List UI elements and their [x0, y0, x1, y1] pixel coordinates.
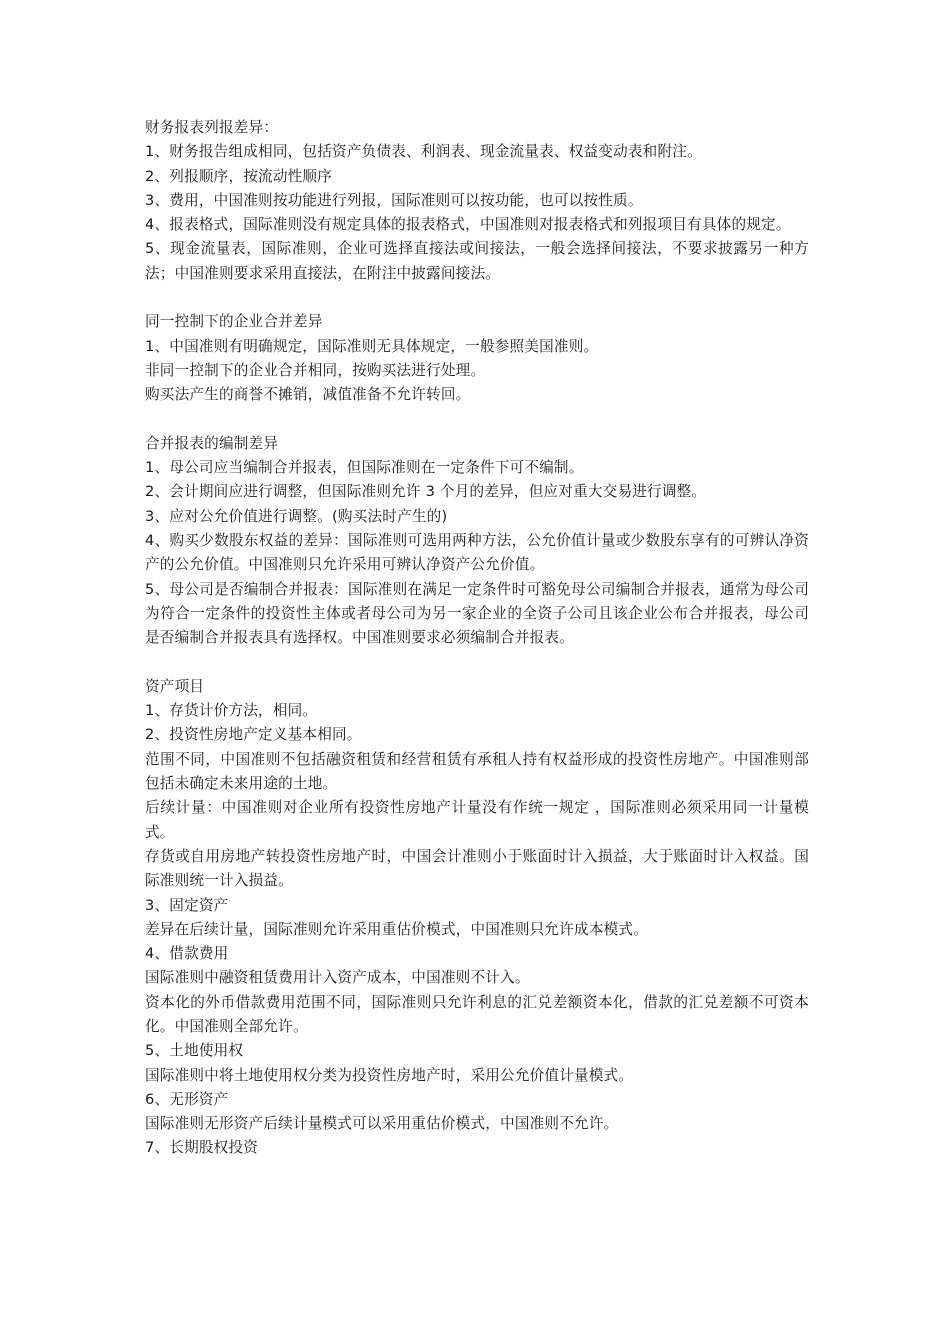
- section-consolidated-statements: [145, 432, 809, 651]
- paragraph: 范围不同，中国准则不包括融资租赁和经营租赁有承租人持有权益形成的投资性房地产。中国准则部包括未确定未来用途的土地。: [145, 750, 809, 793]
- paragraph: 3、应对公允价值进行调整。(购买法时产生的): [145, 507, 448, 525]
- paragraph: 5、土地使用权: [145, 1042, 244, 1060]
- paragraph: 非同一控制下的企业合并相同，按购买法进行处理。: [145, 361, 486, 379]
- paragraph: 5、母公司是否编制合并报表：国际准则在满足一定条件时可豁免母公司编制合并报表，通常为母公司为符合一定条件的投资性主体或者母公司为另一家企业的全资子公司且该企业公布合并报表，母公司是否编制合并报表具有选择权。中国准则要求必须编制合并报表。: [145, 580, 809, 647]
- paragraph: 后续计量：中国准则对企业所有投资性房地产计量没有作统一规定 ，国际准则必须采用同一计量模式。: [145, 799, 809, 841]
- section-heading: 合并报表的编制差异: [145, 434, 279, 452]
- paragraph: 资本化的外币借款费用范围不同，国际准则只允许利息的汇兑差额资本化，借款的汇兑差额不可资本化。中国准则全部允许。: [145, 993, 809, 1035]
- paragraph-gap: [145, 286, 809, 310]
- paragraph: 1、中国准则有明确规定，国际准则无具体规定，一般参照美国准则。: [145, 337, 599, 355]
- paragraph: 3、固定资产: [145, 896, 229, 914]
- paragraph: 存货或自用房地产转投资性房地产时，中国会计准则小于账面时计入损益，大于账面时计入权益。国际准则统一计入损益。: [145, 847, 809, 890]
- paragraph: 国际准则无形资产后续计量模式可以采用重估价模式，中国准则不允许。: [145, 1115, 619, 1133]
- paragraph: 国际准则中将土地使用权分类为投资性房地产时，采用公允价值计量模式。: [145, 1066, 634, 1084]
- paragraph: 1、财务报告组成相同，包括资产负债表、利润表、现金流量表、权益变动表和附注。: [145, 143, 702, 161]
- paragraph: 购买法产生的商誉不摊销，减值准备不允许转回。: [145, 386, 471, 404]
- paragraph: 4、购买少数股东权益的差异：国际准则可选用两种方法，公允价值计量或少数股东享有的可辨认净资产的公允价值。中国准则只允许采用可辨认净资产公允价值。: [145, 532, 809, 574]
- section-heading: 资产项目: [145, 677, 205, 695]
- paragraph: 2、会计期间应进行调整，但国际准则允许 3 个月的差异，但应对重大交易进行调整。: [145, 483, 707, 501]
- paragraph: 1、存货计价方法，相同。: [145, 702, 318, 720]
- paragraph-gap: [145, 651, 809, 675]
- section-heading: 财务报表列报差异：: [145, 119, 279, 136]
- paragraph: 国际准则中融资租赁费用计入资产成本，中国准则不计入。: [145, 969, 530, 987]
- paragraph: 4、报表格式，国际准则没有规定具体的报表格式，中国准则对报表格式和列报项目有具体的规定。: [145, 216, 791, 234]
- paragraph: 2、投资性房地产定义基本相同。: [145, 726, 362, 744]
- paragraph-gap: [145, 408, 809, 432]
- paragraph: 3、费用，中国准则按功能进行列报，国际准则可以按功能，也可以按性质。: [145, 191, 643, 209]
- paragraph: 1、母公司应当编制合并报表，但国际准则在一定条件下可不编制。: [145, 459, 584, 477]
- paragraph: 6、无形资产: [145, 1090, 229, 1108]
- paragraph: 差异在后续计量，国际准则允许采用重估价模式，中国准则只允许成本模式。: [145, 920, 648, 938]
- paragraph: 4、借款费用: [145, 945, 229, 963]
- document-page: [145, 116, 809, 1161]
- paragraph: 7、长期股权投资: [145, 1139, 259, 1157]
- section-common-control-merger: [145, 310, 809, 407]
- section-asset-items: [145, 675, 809, 1161]
- section-report-presentation: [145, 116, 809, 286]
- paragraph: 5、现金流量表，国际准则，企业可选择直接法或间接法，一般会选择间接法，不要求披露另一种方法；中国准则要求采用直接法，在附注中披露间接法。: [145, 240, 809, 282]
- paragraph: 2、列报顺序，按流动性顺序: [145, 167, 333, 185]
- section-heading: 同一控制下的企业合并差异: [145, 313, 323, 331]
